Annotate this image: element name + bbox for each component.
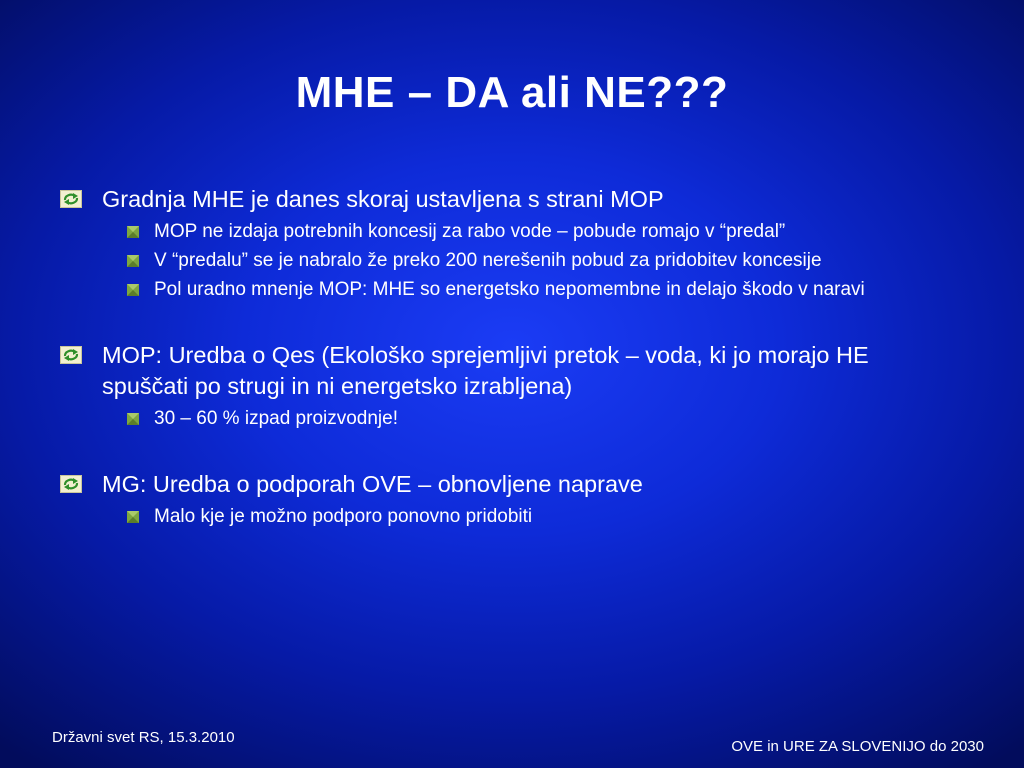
- slide-title: MHE – DA ali NE???: [295, 68, 729, 117]
- sub-bullet-text: 30 – 60 % izpad proizvodnje!: [154, 408, 398, 429]
- sub-bullet: [112, 278, 960, 302]
- sub-bullet-text: Malo kje je možno podporo ponovno pridobiti: [154, 506, 533, 527]
- green-square-icon: [127, 255, 139, 267]
- bullet-text: Gradnja MHE je danes skoraj ustavljena s strani MOP: [102, 186, 664, 212]
- footer-left-text: Državni svet RS, 15.3.2010: [52, 729, 235, 746]
- recycle-arrows-icon: [60, 346, 82, 364]
- sub-bullet: [112, 220, 960, 244]
- recycle-arrows-icon: [60, 475, 82, 493]
- bullet-level1: [60, 184, 960, 215]
- sub-bullet-text: V “predalu” se je nabralo že preko 200 nerešenih pobud za pridobitev koncesije: [154, 250, 822, 271]
- green-square-icon: [127, 284, 139, 296]
- green-square-icon: [127, 511, 139, 523]
- recycle-arrows-icon: [60, 190, 82, 208]
- sub-bullet: [112, 249, 960, 273]
- slide-content: [60, 184, 960, 529]
- sub-bullet: [112, 407, 960, 431]
- green-square-icon: [127, 226, 139, 238]
- sub-bullet: [112, 505, 960, 529]
- bullet-level1: [60, 469, 960, 500]
- bullet-level1: [60, 340, 960, 402]
- bullet-text: MOP: Uredba o Qes (Ekološko sprejemljivi pretok – voda, ki jo morajo HE spuščati po strugi in ni energetsko izrabljena): [102, 342, 869, 399]
- bullet-text: MG: Uredba o podporah OVE – obnovljene naprave: [102, 471, 643, 497]
- sub-bullet-text: Pol uradno mnenje MOP: MHE so energetsko nepomembne in delajo škodo v naravi: [154, 279, 865, 300]
- sub-bullet-text: MOP ne izdaja potrebnih koncesij za rabo vode – pobude romajo v “predal”: [154, 221, 786, 242]
- footer-right-text: OVE in URE ZA SLOVENIJO do 2030: [731, 738, 984, 755]
- green-square-icon: [127, 413, 139, 425]
